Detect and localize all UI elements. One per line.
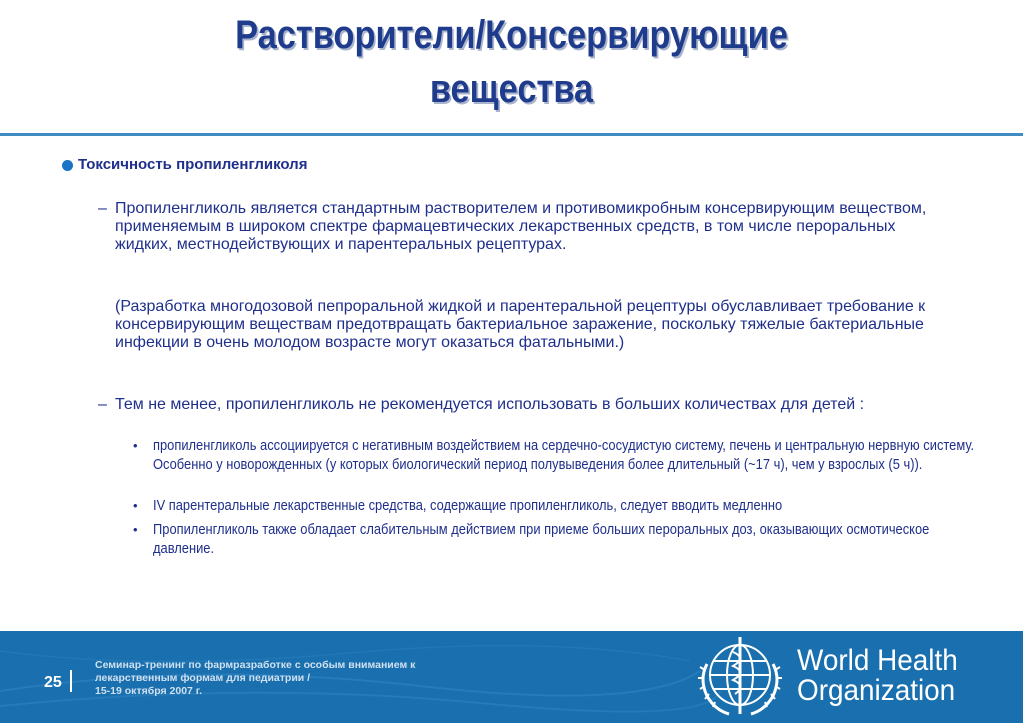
footer-line-2: лекарственным формам для педиатрии / [95, 672, 311, 684]
who-emblem-icon [695, 634, 785, 720]
title-line-1: Растворители/Консервирующие [235, 13, 788, 57]
who-wordmark-line-1: World Health [797, 644, 958, 677]
dash-marker-1: – [98, 200, 107, 217]
footer-caption [95, 659, 415, 698]
paragraph-2: (Разработка многодозовой пепроральной жидкой и парентеральной рецептуры обуславливает требование к консервирующим веществам предотвращать бактериальное заражение, поскольку тяжелые бактериальные инфекции в очень молодом возрасте могут оказаться фатальными.) [115, 298, 926, 351]
who-wordmark [797, 646, 958, 706]
page-number: 25 [44, 674, 62, 691]
slide-title [72, 8, 952, 116]
sub-bullet-marker-2: • [133, 498, 138, 513]
title-divider [0, 133, 1023, 136]
sub-item-3: Пропиленгликоль также обладает слабительным действием при приеме больших пероральных доз, оказывающих осмотическое давление. [153, 521, 930, 557]
who-wordmark-line-2: Organization [797, 674, 956, 707]
sub-bullet-marker-1: • [133, 438, 138, 453]
footer-line-3: 15-19 октября 2007 г. [95, 685, 203, 697]
paragraph-3: Тем не менее, пропиленгликоль не рекомендуется использовать в больших количествах для детей : [115, 396, 865, 413]
page-separator [70, 670, 72, 692]
dash-marker-2: – [98, 396, 107, 413]
paragraph-1: Пропиленгликоль является стандартным растворителем и противомикробным консервирующим веществом, применяемым в широком спектре фармацевтических лекарственных средств, в том числе пероральных жидких, местнодействующих и парентеральных рецептурах. [115, 200, 927, 253]
bullet-heading: Токсичность пропиленгликоля [78, 156, 308, 173]
sub-item-2: IV парентеральные лекарственные средства, содержащие пропиленгликоль, следует вводить медленно [153, 497, 783, 514]
title-line-2: вещества [429, 67, 594, 111]
footer-line-1: Семинар-тренинг по фармразработке с особым вниманием к [95, 659, 416, 671]
sub-item-1: пропиленгликоль ассоциируется с негативным воздействием на сердечно-сосудистую систему, печень и центральную нервную систему. Особенно у новорожденных (у которых биологический период полувыведения более длительный (~17 ч), чем у взрослых (5 ч)). [153, 437, 975, 473]
sub-bullet-marker-3: • [133, 522, 138, 537]
bullet-dot-icon [62, 160, 73, 171]
